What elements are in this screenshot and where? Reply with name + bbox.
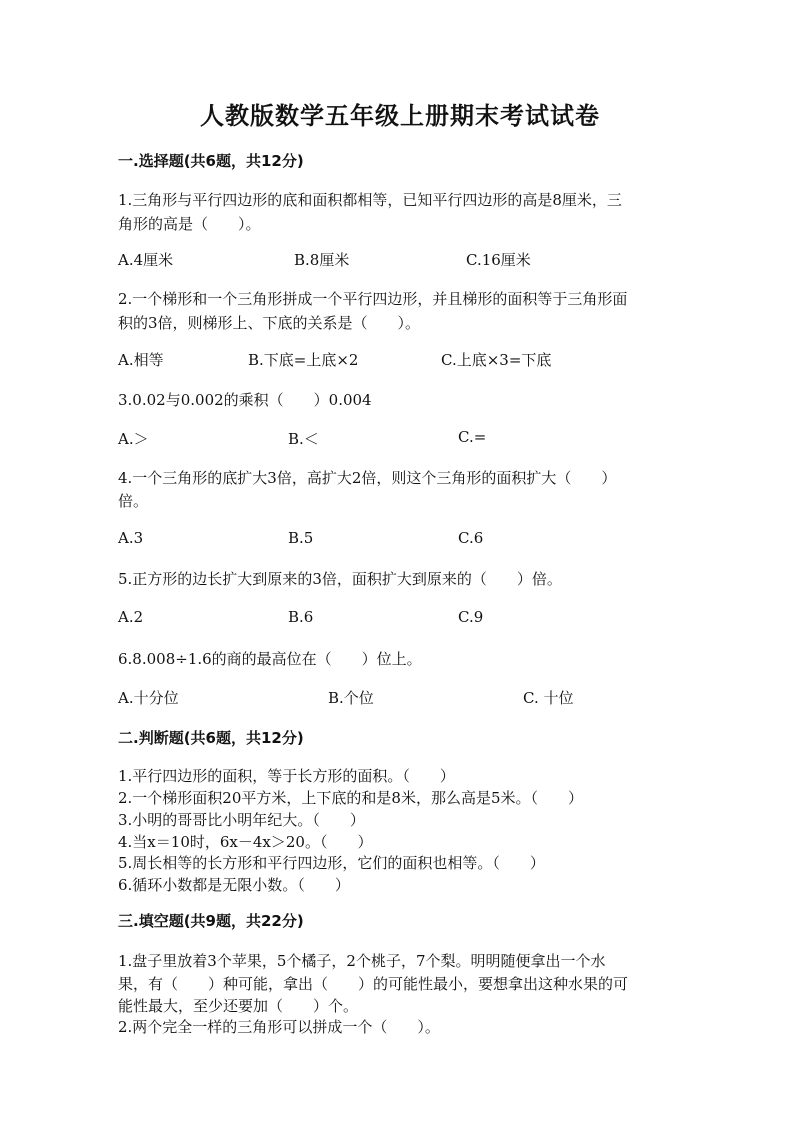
judgement-item-5: 5.周长相等的长方形和平行四边形，它们的面积也相等。（ ）	[118, 854, 545, 872]
question-2-option-a: A.相等	[118, 351, 164, 369]
judgement-item-3: 3.小明的哥哥比小明年纪大。（ ）	[118, 811, 365, 829]
section-heading-judgement: 二.判断题(共6题，共12分)	[118, 729, 304, 747]
question-5-option-b: B.6	[288, 608, 314, 626]
section-heading-choice: 一.选择题(共6题，共12分)	[118, 152, 304, 170]
question-4-option-a: A.3	[118, 529, 144, 547]
question-5-line-1: 5.正方形的边长扩大到原来的3倍，面积扩大到原来的（ ）倍。	[118, 570, 562, 588]
question-3-line-1: 3.0.02与0.002的乘积（ ）0.004	[118, 391, 372, 409]
fill-in-line-2: 果，有（ ）种可能，拿出（ ）的可能性最小，要想拿出这种水果的可	[118, 975, 629, 993]
fill-in-line-3: 能性最大，至少还要加（ ）个。	[118, 997, 359, 1015]
fill-in-line-1: 1.盘子里放着3个苹果，5个橘子，2个桃子，7个梨。明明随便拿出一个水	[118, 952, 606, 970]
question-4-line-1: 4.一个三角形的底扩大3倍，高扩大2倍，则这个三角形的面积扩大（ ）	[118, 469, 617, 487]
question-1-option-c: C.16厘米	[466, 251, 531, 269]
question-1-line-1: 1.三角形与平行四边形的底和面积都相等，已知平行四边形的高是8厘米，三	[118, 191, 622, 209]
question-4-option-c: C.6	[458, 529, 484, 547]
question-2-option-c: C.上底×3=下底	[441, 351, 552, 369]
question-1-option-b: B.8厘米	[294, 251, 350, 269]
question-6-line-1: 6.8.008÷1.6的商的最高位在（ ）位上。	[118, 650, 422, 668]
question-5-option-a: A.2	[118, 608, 144, 626]
question-1-line-2: 角形的高是（ ）。	[118, 215, 261, 233]
question-6-option-c: C. 十位	[523, 689, 574, 707]
question-6-option-b: B.个位	[328, 689, 374, 707]
question-2-line-2: 积的3倍，则梯形上、下底的关系是（ ）。	[118, 314, 421, 332]
question-5-option-c: C.9	[458, 608, 484, 626]
question-6-option-a: A.十分位	[118, 689, 179, 707]
judgement-item-4: 4.当x＝10时，6x－4x＞20。（ ）	[118, 833, 373, 851]
judgement-item-6: 6.循环小数都是无限小数。（ ）	[118, 876, 350, 894]
question-4-line-2: 倍。	[118, 492, 149, 510]
question-3-option-c: C.=	[458, 428, 487, 446]
question-4-option-b: B.5	[288, 529, 314, 547]
question-2-option-b: B.下底=上底×2	[248, 351, 359, 369]
question-3-option-a: A.＞	[118, 430, 149, 448]
judgement-item-1: 1.平行四边形的面积，等于长方形的面积。（ ）	[118, 767, 455, 785]
page-title: 人教版数学五年级上册期末考试试卷	[200, 101, 600, 130]
fill-in-line-4: 2.两个完全一样的三角形可以拼成一个（ ）。	[118, 1018, 440, 1036]
question-3-option-b: B.＜	[288, 430, 319, 448]
question-2-line-1: 2.一个梯形和一个三角形拼成一个平行四边形，并且梯形的面积等于三角形面	[118, 290, 628, 308]
judgement-item-2: 2.一个梯形面积20平方米，上下底的和是8米，那么高是5米。（ ）	[118, 789, 583, 807]
question-1-option-a: A.4厘米	[118, 251, 174, 269]
section-heading-fill-in: 三.填空题(共9题，共22分)	[118, 912, 304, 930]
